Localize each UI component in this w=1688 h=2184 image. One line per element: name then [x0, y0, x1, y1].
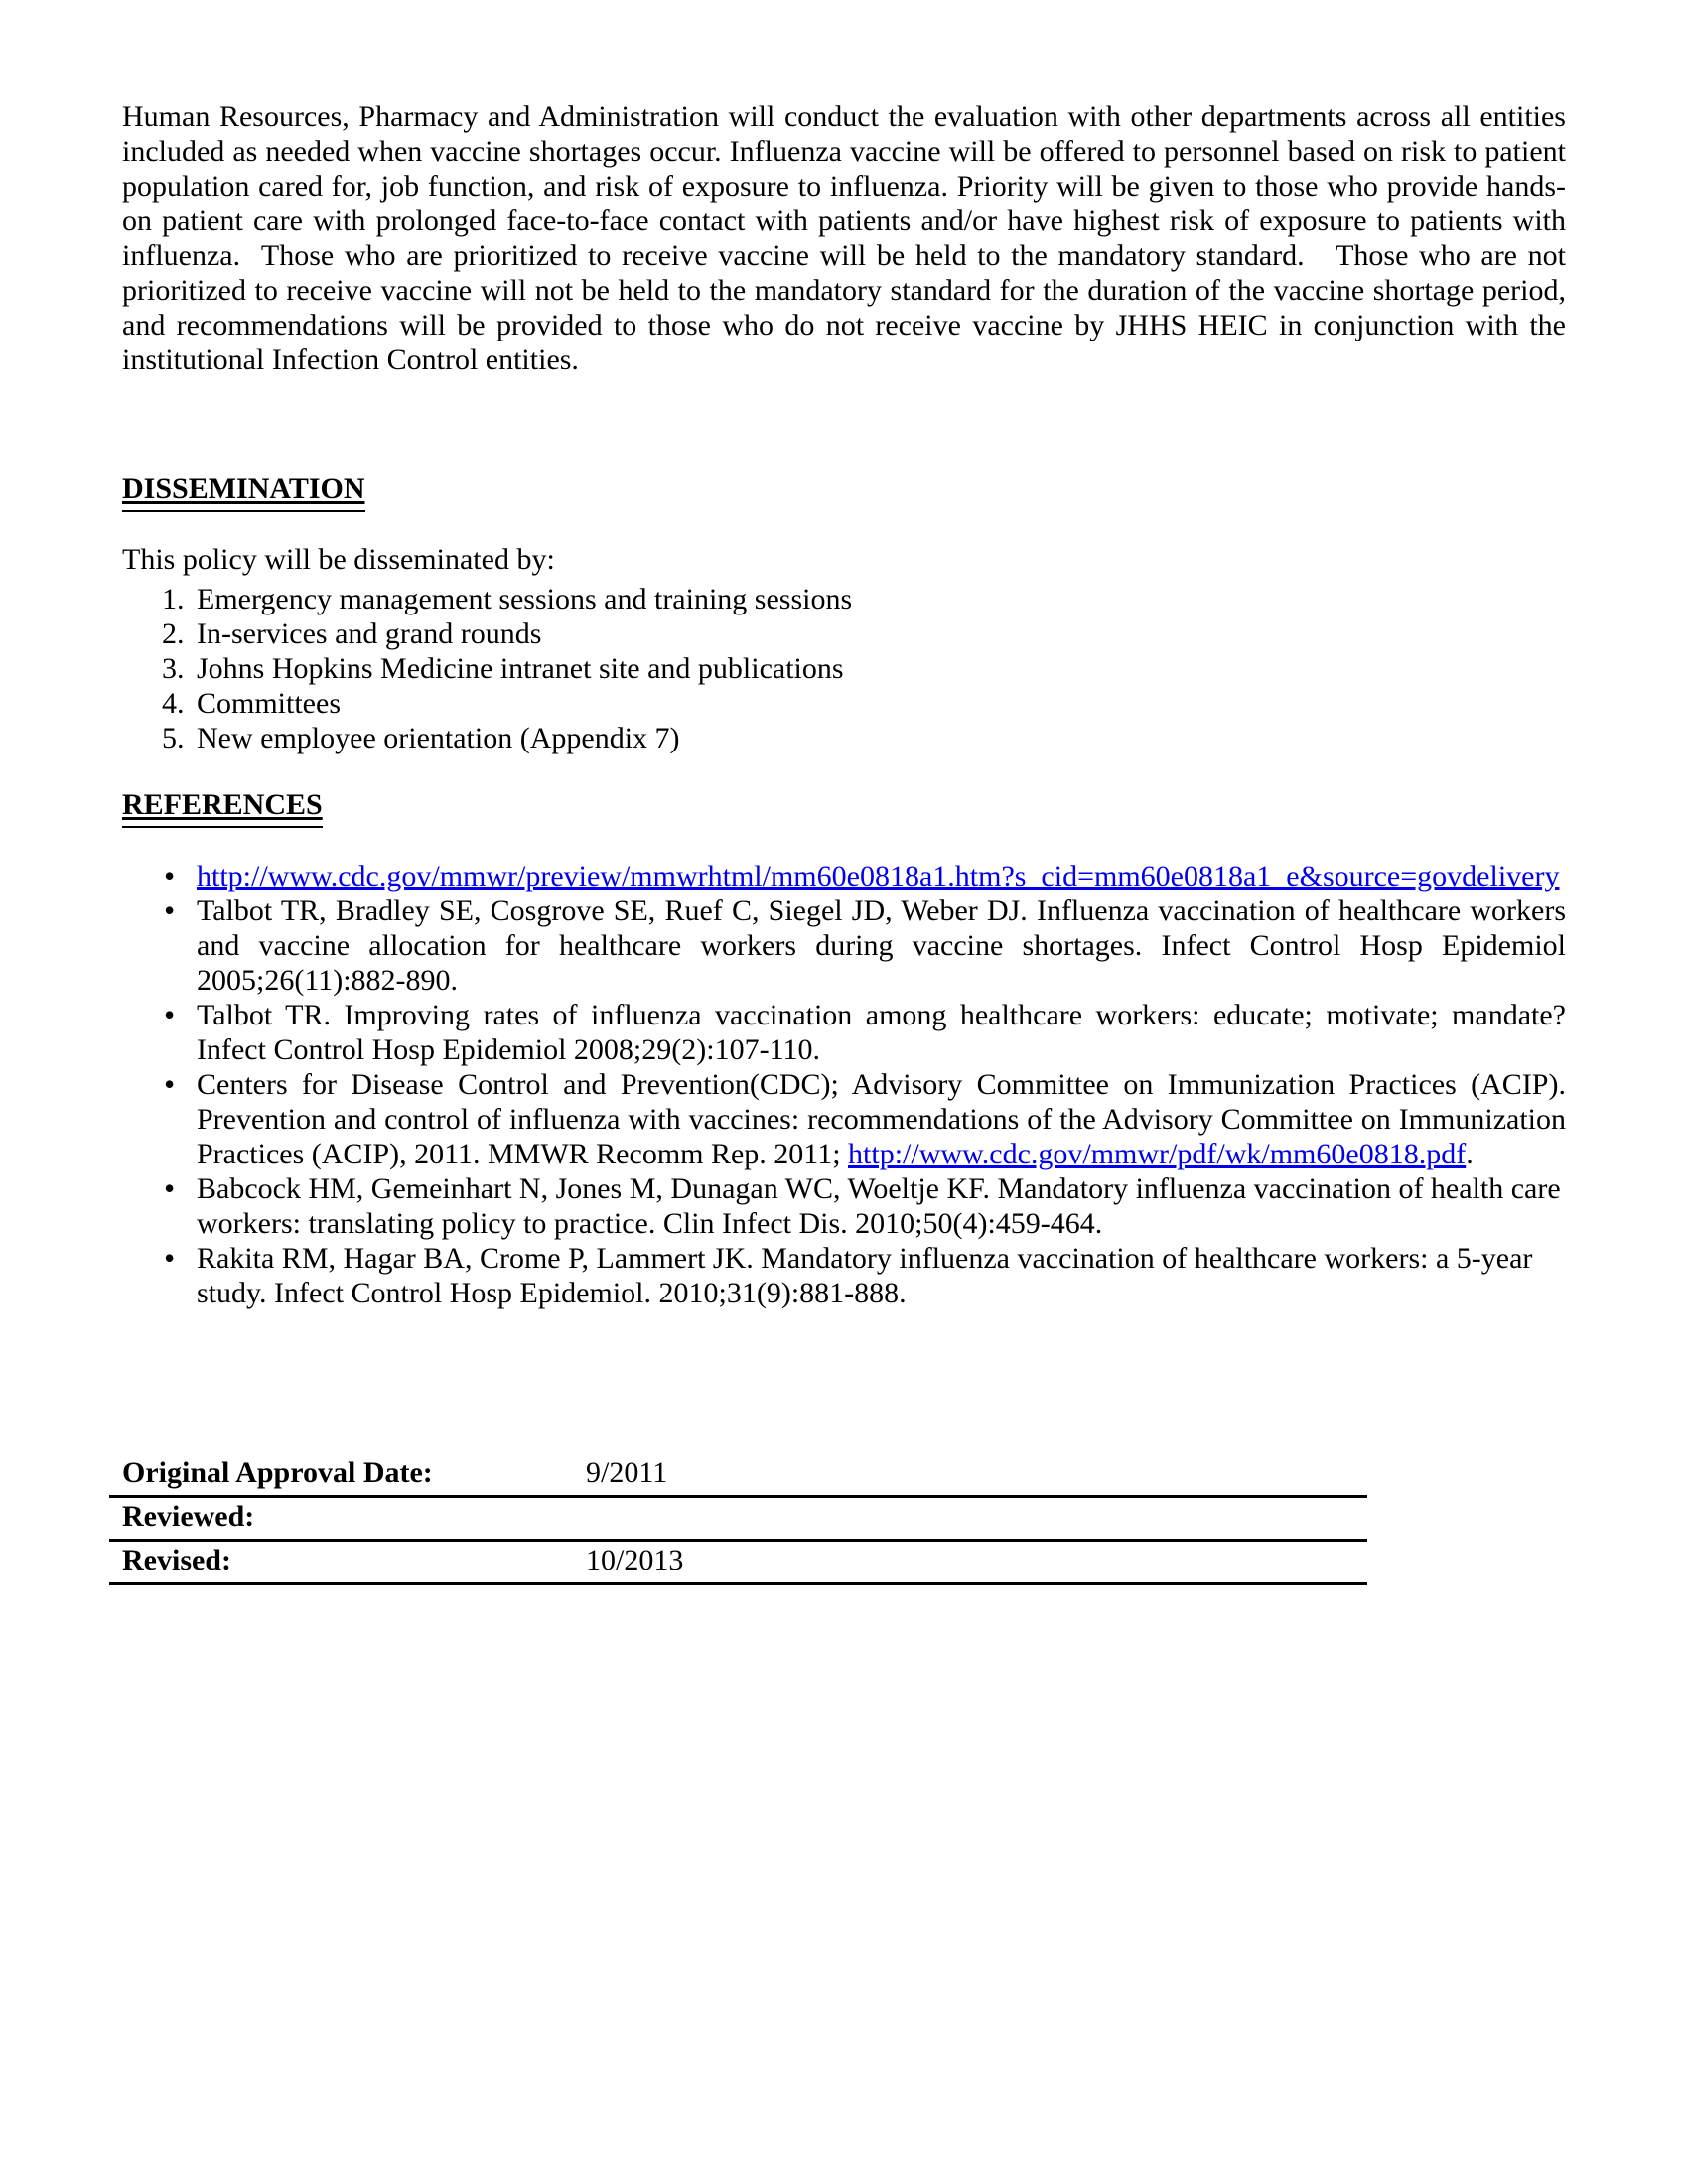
table-row	[109, 1497, 1367, 1541]
dissemination-heading-block	[122, 472, 1566, 512]
cdc-mmwr-pdf-link[interactable]: http://www.cdc.gov/mmwr/pdf/wk/mm60e0818.pdf	[848, 1138, 1467, 1170]
references-heading: REFERENCES	[122, 787, 323, 828]
list-item: New employee orientation (Appendix 7)	[197, 722, 680, 754]
references-heading-block	[122, 787, 1566, 828]
reference-item: • Talbot TR, Bradley SE, Cosgrove SE, Ruef C, Siegel JD, Weber DJ. Influenza vaccination of healthcare workers and vaccine allocation for healthcare workers during vaccine shortages. Infect Control Hosp Epidemiol 2005;26(11):882-890.	[122, 893, 1566, 998]
reference-text: Centers for Disease Control and Prevention(CDC); Advisory Committee on Immunization Practices (ACIP). Prevention and control of influenza with vaccines: recommendations of the Advisory Committee on Immunization Practices (ACIP), 2011. MMWR Recomm Rep. 2011;	[197, 1068, 1566, 1170]
row-value: 9/2011	[586, 1454, 1367, 1497]
list-item: Johns Hopkins Medicine intranet site and publications	[197, 652, 844, 685]
policy-body-paragraph: Human Resources, Pharmacy and Administration will conduct the evaluation with other departments across all entities included as needed when vaccine shortages occur. Influenza vaccine will be offered to personnel based on risk to patient population cared for, job function, and risk of exposure to influenza. Priority will be given to those who provide hands-on patient care with prolonged face-to-face contact with patients and/or have highest risk of exposure to patients with influenza. Those who are prioritized to receive vaccine will be held to the mandatory standard. Those who are not prioritized to receive vaccine will not be held to the mandatory standard for the duration of the vaccine shortage period, and recommendations will be provided to those who do not receive vaccine by JHHS HEIC in conjunction with the institutional Infection Control entities.	[122, 100, 1574, 376]
cdc-mmwr-preview-link[interactable]: http://www.cdc.gov/mmwr/preview/mmwrhtml/mm60e0818a1.htm?s_cid=mm60e0818a1_e&source=govdelivery	[197, 860, 1560, 892]
reference-text: .	[1466, 1138, 1474, 1170]
row-label: Original Approval Date:	[109, 1454, 586, 1497]
reference-item	[122, 859, 1566, 893]
approval-table	[109, 1454, 1367, 1585]
row-label: Reviewed:	[109, 1497, 586, 1541]
row-label: Revised:	[109, 1541, 586, 1584]
reference-item: • Rakita RM, Hagar BA, Crome P, Lammert JK. Mandatory influenza vaccination of healthcare workers: a 5-year study. Infect Control Hosp Epidemiol. 2010;31(9):881-888.	[122, 1241, 1566, 1310]
list-item: In-services and grand rounds	[197, 617, 542, 650]
references-list	[122, 859, 1566, 1310]
row-value: 10/2013	[586, 1541, 1367, 1584]
reference-item	[122, 1067, 1566, 1171]
list-item: Committees	[197, 687, 341, 720]
dissemination-intro: This policy will be disseminated by:	[122, 543, 555, 576]
table-row	[109, 1454, 1367, 1497]
dissemination-heading: DISSEMINATION	[122, 472, 365, 512]
reference-item: • Babcock HM, Gemeinhart N, Jones M, Dunagan WC, Woeltje KF. Mandatory influenza vaccination of health care workers: translating policy to practice. Clin Infect Dis. 2010;50(4):459-464.	[122, 1171, 1566, 1241]
reference-item: • Talbot TR. Improving rates of influenza vaccination among healthcare workers: educate; motivate; mandate? Infect Control Hosp Epidemiol 2008;29(2):107-110.	[122, 998, 1566, 1067]
dissemination-list	[122, 582, 1566, 755]
row-value	[586, 1497, 1367, 1541]
list-item: Emergency management sessions and training sessions	[197, 583, 853, 615]
table-row	[109, 1541, 1367, 1584]
